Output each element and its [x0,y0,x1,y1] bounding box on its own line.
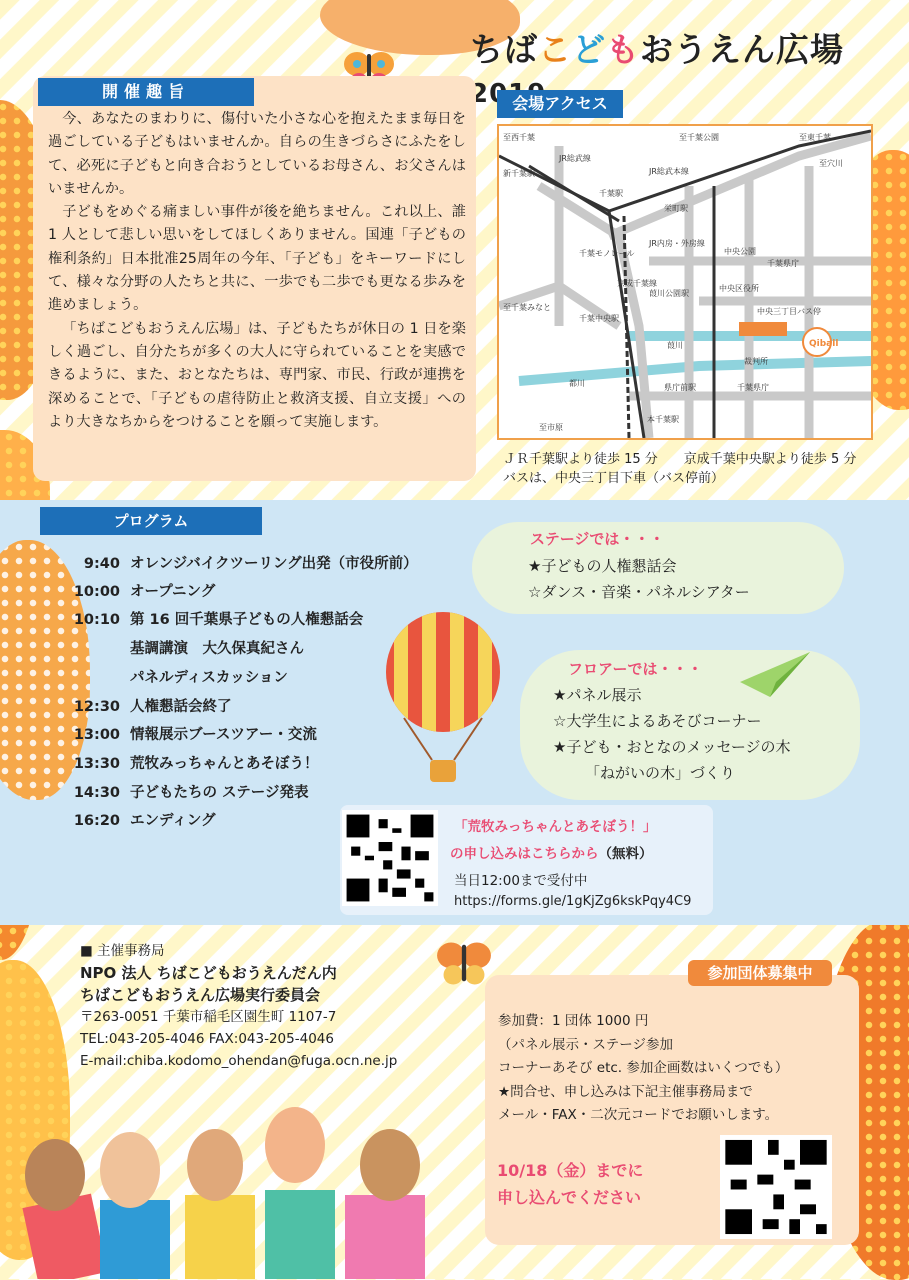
signup-instructions [450,842,653,862]
hot-air-balloon-icon [384,610,502,790]
program-heading: プログラム [40,507,262,535]
map-label: 至穴川 [819,159,843,168]
program-row [58,781,308,805]
recruitment-text [498,1010,858,1128]
program-time: 10:00 [73,584,120,600]
program-row [58,752,319,776]
map-label: 都川 [569,379,585,388]
recruitment-line: （パネル展示・ステージ参加 [498,1036,673,1053]
paper-plane-icon [740,652,810,702]
purpose-paragraph: 「ちばこどもおうえん広場」は、子どもたちが休日の 1 日を楽しく過ごし、自分たちが多くの大人に守られていることを実感できるように、また、おとなたちは、専門家、市民、行政が連携を深めることで、「子どもの虐待防止と救済支援、自立支援」へのより大きなちからをつけることを願って実施します。 [48,320,466,430]
map-venue-label: Qiball [809,339,839,349]
organizer-phone: TEL:043-205-4046 FAX:043-205-4046 [80,1031,334,1047]
map-label: 葭川 [667,341,683,350]
organizer-info [80,940,440,1072]
program-item: 荒牧みっちゃんとあそぼう！ [130,756,319,772]
qr-code-icon [342,810,438,906]
program-row [58,695,232,719]
map-label: 千葉県庁 [737,383,769,392]
program-time: 10:10 [73,612,120,628]
map-label: 至千葉みなと [503,303,551,312]
program-row [58,637,304,661]
map-label: 至西千葉 [503,133,535,142]
organizer-address: 〒263-0051 千葉市稲毛区園生町 1107-7 [80,1009,337,1025]
map-label: 県庁前駅 [664,383,696,392]
title-part-chiba: ちば [470,30,538,69]
purpose-heading: 開催趣旨 [38,78,254,106]
program-time: 14:30 [73,785,120,801]
map-label: 京成千葉線 [617,279,657,288]
program-item: 情報展示ブースツアー・交流 [130,727,317,743]
program-item: 第 16 回千葉県子どもの人権懇話会 [130,612,364,628]
deadline-date: 10/18（金）までに [497,1161,644,1180]
signup-deadline: 当日12:00まで受付中 [454,873,588,889]
stage-item: ★子どもの人権懇話会 [528,557,677,575]
map-label: 中央公園 [724,247,756,256]
map-label: 裁判所 [744,357,768,366]
map-label: JR内房・外房線 [649,239,705,248]
floor-item: ★子ども・おとなのメッセージの木 [553,738,791,756]
recruitment-line: メール・FAX・二次元コードでお願いします。 [498,1107,779,1123]
program-row [58,723,317,747]
qr-code-icon [720,1135,832,1239]
program-item: エンディング [130,813,216,829]
floor-title: フロアーでは・・・ [568,660,703,678]
access-map [497,124,873,440]
program-time: 12:30 [73,699,120,715]
program-time: 13:00 [73,727,120,743]
title-part-do: ど [572,30,606,69]
map-label: JR総武線 [559,154,591,163]
signup-qr-code[interactable] [342,810,438,906]
purpose-text [48,108,466,434]
recruitment-line: 参加費：1 団体 1000 円 [498,1013,649,1029]
map-label: JR総武本線 [649,167,689,176]
stage-item: ☆ダンス・音楽・パネルシアター [528,583,750,601]
deadline-note: 申し込んでください [497,1188,642,1207]
program-item: パネルディスカッション [130,670,288,686]
organizer-email[interactable]: E-mail:chiba.kodomo_ohendan@fuga.ocn.ne.jp [80,1053,398,1069]
map-label: 千葉モノレール [579,249,635,258]
recruitment-heading: 参加団体募集中 [688,960,832,986]
signup-event-name: 「荒牧みっちゃんとあそぼう！」 [454,819,657,835]
map-label: 至市原 [539,423,563,432]
map-label: 千葉駅 [599,189,623,198]
organizer-heading: ■ 主催事務局 [80,943,165,959]
map-label: 本千葉駅 [647,415,679,424]
floor-item: ★パネル展示 [553,686,642,704]
purpose-paragraph: 子どもをめぐる痛ましい事件が後を絶ちません。これ以上、誰 1 人として悲しい思いをしてほしくありません。国連「子どもの権利条約」日本批准25周年の今年、「子ども」をキーワードにして、様々な分野の人たちと共に、一歩でも二歩でも更なる歩みを進めましょう。 [48,204,466,314]
map-label: 葭川公園駅 [649,289,689,298]
map-label: 新千葉駅 [503,169,535,178]
signup-url[interactable]: https://forms.gle/1gKjZg6kskPqy4C9 [454,894,692,909]
map-label: 至千葉公園 [679,133,719,142]
program-row [58,580,215,604]
program-row [58,809,216,833]
program-item: 人権懇話会終了 [130,699,232,715]
recruitment-qr-code[interactable] [720,1135,832,1239]
butterfly-icon [436,935,492,991]
access-line: ＪＲ千葉駅より徒歩 15 分 京成千葉中央駅より徒歩 5 分 [503,452,857,467]
title-part-rest: おうえん広場 [640,30,844,69]
program-item: オープニング [130,584,216,600]
access-directions [503,450,883,488]
title-part-ko: こ [538,30,572,69]
recruitment-line: コーナーあそび etc. 参加企画数はいくつでも） [498,1060,789,1076]
program-time: 13:30 [73,756,120,772]
organizer-committee: ちばこどもおうえん広場実行委員会 [80,986,321,1004]
program-row [58,608,363,632]
program-time: 9:40 [83,556,120,572]
signup-fee: （無料） [598,846,653,862]
map-label: 栄町駅 [664,204,688,213]
program-item: 基調講演 大久保真紀さん [130,641,304,657]
recruitment-deadline [497,1157,727,1211]
organizer-org: NPO 法人 ちばこどもおうえんだん内 [80,964,337,982]
floor-item: ☆大学生によるあそびコーナー [553,712,762,730]
stage-title: ステージでは・・・ [530,530,665,548]
map-label: 中央三丁目バス停 [757,307,821,316]
purpose-paragraph: 今、あなたのまわりに、傷付いた小さな心を抱えたまま毎日を過ごしている子どもはいませんか。自らの生きづらさにふたをして、必死に子どもと向き合おうとしているお母さん、お父さんはいませんか。 [48,111,466,197]
signup-link-text: の申し込みはこちらから [450,846,599,862]
program-item: オレンジバイクツーリング出発（市役所前） [130,556,418,572]
floor-item: 「ねがいの木」づくり [585,764,736,782]
program-row [58,666,288,690]
map-label: 千葉中央駅 [579,314,619,323]
map-label: 千葉県庁 [767,259,799,268]
program-item: 子どもたちの ステージ発表 [130,785,309,801]
raised-hands-illustration [0,1090,480,1279]
recruitment-line: ★問合せ、申し込みは下記主催事務局まで [498,1083,753,1100]
map-label: 至東千葉 [799,133,831,142]
access-heading: 会場アクセス [497,90,623,118]
title-part-mo: も [606,30,640,69]
program-time: 16:20 [73,813,120,829]
program-row [58,552,418,576]
map-graphic [499,126,871,438]
access-line: バスは、中央三丁目下車（バス停前） [503,471,725,486]
map-label: 中央区役所 [719,284,759,293]
